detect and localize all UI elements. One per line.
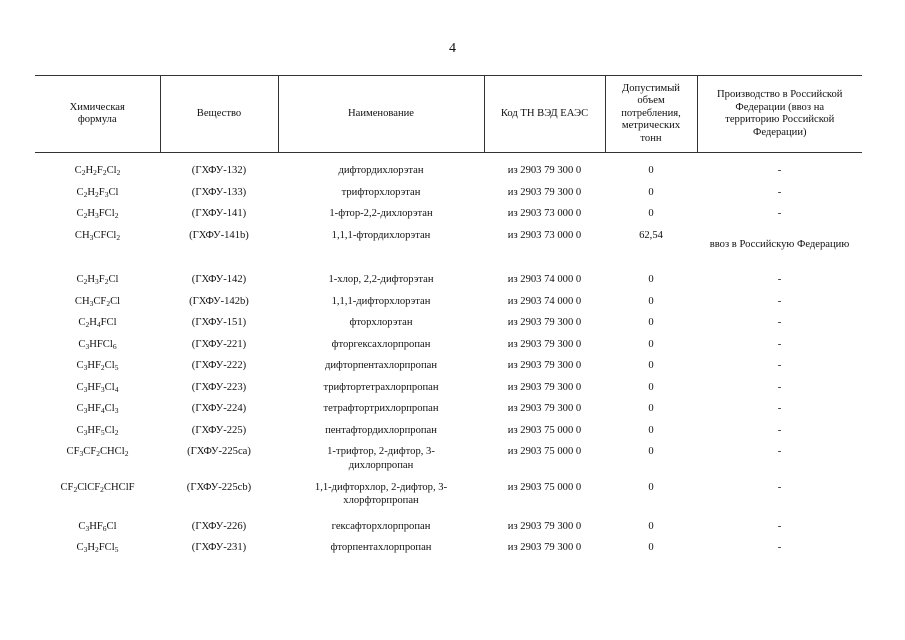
cell-production: -: [777, 208, 782, 219]
cell-name: фторпентахлорпропан: [330, 542, 432, 553]
header-production: Производство в Российской Федерации (ввоз на территорию Российской Федерации): [697, 76, 862, 153]
cell-name: пентафтордихлорпропан: [325, 424, 437, 436]
cell-volume: 0: [648, 360, 654, 371]
cell-volume: 0: [648, 317, 654, 328]
cell-production: -: [777, 317, 782, 328]
cell-production: -: [777, 381, 782, 393]
cell-volume: 0: [648, 186, 654, 198]
cell-formula: $C_2H_3F_2Cl$: [76, 274, 119, 286]
header-volume: Допустимый объем потребления, метрических тонн: [605, 76, 697, 153]
header-code: Код ТН ВЭД ЕАЭС: [484, 76, 605, 153]
table-row: [35, 164, 862, 186]
cell-volume: 0: [648, 446, 654, 457]
cell-substance: (ГХФУ-226): [191, 520, 247, 532]
cell-name: 1,1,1-дифторхлорэтан: [331, 295, 431, 307]
cell-formula: $C_3HF_5Cl_2$: [76, 424, 119, 437]
cell-code: из 2903 79 300 0: [507, 165, 582, 176]
cell-name: тетрафтортрихлорпропан: [323, 403, 439, 414]
table-row: [35, 381, 862, 403]
cell-name: трифтортетрахлорпропан: [323, 381, 439, 393]
cell-production: -: [777, 274, 782, 285]
cell-formula: $CF_3CF_2CHCl_2$: [66, 446, 129, 458]
table-row: [35, 295, 862, 317]
cell-name: дифтордихлорэтан: [338, 165, 424, 176]
cell-volume: 0: [648, 520, 654, 532]
cell-volume: 0: [648, 295, 654, 307]
cell-code: из 2903 79 300 0: [507, 542, 582, 553]
cell-formula: $CH_3CF_2Cl$: [74, 295, 121, 308]
cell-name: фторгексахлорпропан: [331, 338, 431, 350]
cell-name: 1-трифтор, 2-дифтор, 3-дихлорпропан: [327, 446, 435, 471]
table-row: [35, 445, 862, 481]
header-formula: Химическая формула: [35, 76, 160, 153]
cell-formula: $C_3HFCl_6$: [78, 338, 117, 351]
cell-formula: $CF_2ClCF_2CHClF$: [60, 481, 135, 494]
cell-formula: $C_3HF_3Cl_4$: [76, 381, 119, 394]
cell-production: -: [777, 481, 782, 493]
cell-code: из 2903 74 000 0: [507, 274, 582, 285]
cell-production: -: [777, 360, 782, 371]
cell-substance: (ГХФУ-225ca): [187, 446, 251, 457]
cell-substance: (ГХФУ-151): [191, 317, 247, 328]
cell-substance: (ГХФУ-223): [191, 381, 247, 393]
table-row: [35, 424, 862, 446]
table-row: [35, 541, 862, 563]
cell-substance: (ГХФУ-141): [191, 208, 247, 219]
cell-production: -: [777, 295, 782, 307]
cell-code: из 2903 79 300 0: [507, 317, 582, 328]
cell-production: -: [777, 403, 782, 414]
cell-formula: $C_3H_2FCl_5$: [76, 542, 119, 554]
cell-substance: (ГХФУ-141b): [189, 229, 249, 241]
cell-volume: 0: [648, 481, 654, 493]
cell-name: гексафторхлорпропан: [331, 520, 431, 532]
cell-formula: $C_3HF_6Cl$: [78, 520, 117, 533]
header-name: Наименование: [278, 76, 484, 153]
cell-volume: 0: [648, 274, 654, 285]
cell-name: 1,1-дифторхлор, 2-дифтор, 3-хлорфторпропан: [314, 481, 448, 506]
cell-production: -: [777, 165, 782, 176]
cell-volume: 0: [648, 165, 654, 176]
cell-name: трифторхлорэтан: [341, 186, 421, 198]
cell-code: из 2903 79 300 0: [507, 520, 582, 532]
hcfc-table: [35, 75, 862, 563]
table-row: [35, 520, 862, 542]
cell-name: фторхлорэтан: [349, 317, 413, 328]
cell-substance: (ГХФУ-142): [191, 274, 247, 285]
cell-formula: $C_2H_3FCl_2$: [76, 208, 119, 220]
table-row: [35, 481, 862, 520]
cell-code: из 2903 73 000 0: [507, 208, 582, 219]
cell-formula: $C_3HF_4Cl_3$: [76, 403, 119, 415]
cell-volume: 0: [648, 208, 654, 219]
cell-code: из 2903 75 000 0: [507, 424, 582, 436]
cell-production: ввоз в Российскую Федерацию: [709, 238, 850, 250]
cell-volume: 62,54: [639, 229, 663, 241]
cell-substance: (ГХФУ-224): [191, 403, 247, 414]
cell-code: из 2903 73 000 0: [507, 229, 582, 241]
cell-production: -: [777, 338, 782, 350]
table-row: [35, 359, 862, 381]
cell-volume: 0: [648, 424, 654, 436]
table-header-row: [35, 76, 862, 153]
table-row: [35, 273, 862, 295]
cell-substance: (ГХФУ-132): [191, 165, 247, 176]
cell-formula: $C_3HF_2Cl_5$: [76, 360, 119, 372]
cell-substance: (ГХФУ-225cb): [186, 481, 252, 493]
table-row: [35, 186, 862, 208]
cell-name: 1,1,1-фтордихлорэтан: [331, 229, 431, 241]
cell-code: из 2903 79 300 0: [507, 360, 582, 371]
table-row: [35, 402, 862, 424]
cell-code: из 2903 79 300 0: [507, 338, 582, 350]
cell-substance: (ГХФУ-225): [191, 424, 247, 436]
cell-code: из 2903 79 300 0: [507, 381, 582, 393]
cell-volume: 0: [648, 338, 654, 350]
cell-production: -: [777, 520, 782, 532]
cell-production: -: [777, 446, 782, 457]
cell-volume: 0: [648, 403, 654, 414]
cell-formula: $C_2H_2F_3Cl$: [76, 186, 119, 199]
header-substance: Вещество: [160, 76, 278, 153]
cell-substance: (ГХФУ-222): [191, 360, 247, 371]
cell-production: -: [777, 542, 782, 553]
cell-code: из 2903 75 000 0: [507, 446, 582, 457]
cell-substance: (ГХФУ-142b): [189, 295, 249, 307]
cell-formula: $C_2H_4FCl$: [78, 317, 117, 329]
cell-code: из 2903 79 300 0: [507, 403, 582, 414]
table-row: [35, 229, 862, 274]
cell-volume: 0: [648, 381, 654, 393]
cell-substance: (ГХФУ-133): [191, 186, 247, 198]
cell-code: из 2903 75 000 0: [507, 481, 582, 493]
cell-volume: 0: [648, 542, 654, 553]
cell-name: дифторпентахлорпропан: [325, 360, 437, 371]
cell-name: 1-хлор, 2,2-дифторэтан: [328, 274, 434, 285]
table-row: [35, 316, 862, 338]
cell-name: 1-фтор-2,2-дихлорэтан: [329, 208, 433, 219]
cell-code: из 2903 79 300 0: [507, 186, 582, 198]
cell-formula: $C_2H_2F_2Cl_2$: [74, 165, 121, 177]
cell-substance: (ГХФУ-221): [191, 338, 247, 350]
cell-formula: $CH_3CFCl_2$: [74, 229, 121, 242]
table-row: [35, 207, 862, 229]
table-row: [35, 338, 862, 360]
cell-production: -: [777, 186, 782, 198]
page-number: 4: [449, 41, 456, 56]
cell-substance: (ГХФУ-231): [191, 542, 247, 553]
cell-code: из 2903 74 000 0: [507, 295, 582, 307]
cell-production: -: [777, 424, 782, 436]
